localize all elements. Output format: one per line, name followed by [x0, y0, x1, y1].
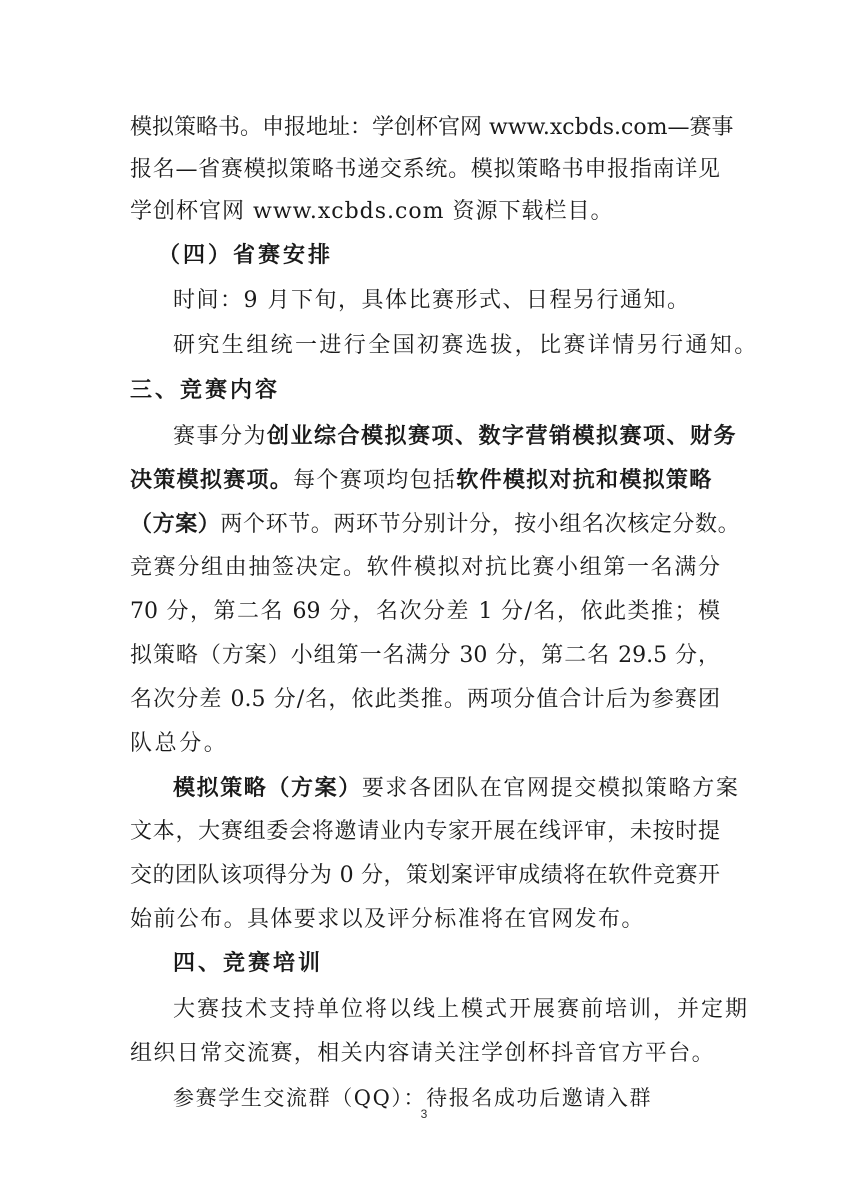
paragraph-line: 70 分，第二名 69 分，名次分差 1 分/名，依此类推；模 [130, 599, 720, 624]
section-heading: （四）省赛安排 [158, 243, 334, 268]
text-span: 赛事分为 [173, 424, 268, 449]
paragraph-line: 报名—省赛模拟策略书递交系统。模拟策略书申报指南详见 [130, 157, 720, 182]
bold-text-span: 软件模拟对抗和模拟策略 [456, 467, 713, 493]
paragraph-line: 拟策略（方案）小组第一名满分 30 分，第二名 29.5 分， [130, 643, 720, 668]
paragraph-line [173, 773, 740, 804]
paragraph-line: 交的团队该项得分为 0 分，策划案评审成绩将在软件竞赛开 [130, 863, 720, 888]
paragraph-line: 时间：9 月下旬，具体比赛形式、日程另行通知。 [173, 288, 691, 313]
paragraph-line: 参赛学生交流群（QQ）：待报名成功后邀请入群 [173, 1086, 653, 1110]
paragraph-line: 学创杯官网 www.xcbds.com 资源下载栏目。 [130, 199, 614, 224]
paragraph-line: 队总分。 [130, 731, 229, 756]
bold-text-span: 决策模拟赛项。 [130, 467, 294, 493]
page-number: 3 [420, 1107, 428, 1121]
bold-text-span: 创业综合模拟赛项、数字营销模拟赛项、财务 [267, 423, 738, 449]
paragraph-line: 模拟策略书。申报地址：学创杯官网 www.xcbds.com—赛事 [130, 115, 734, 140]
section-heading: 三、竞赛内容 [130, 378, 281, 403]
text-span: 要求各团队在官网提交模拟策略方案 [361, 776, 740, 801]
paragraph-line: 名次分差 0.5 分/名，依此类推。两项分值合计后为参赛团 [130, 687, 720, 712]
paragraph-line [130, 465, 720, 496]
text-span: 每个赛项均包括 [293, 468, 457, 493]
section-heading: 四、竞赛培训 [173, 951, 324, 976]
paragraph-line: 竞赛分组由抽签决定。软件模拟对抗比赛小组第一名满分 [130, 555, 720, 580]
paragraph-line: 文本，大赛组委会将邀请业内专家开展在线评审，未按时提 [130, 819, 720, 844]
paragraph-line [173, 421, 738, 452]
bold-text-span: 模拟策略（方案） [173, 775, 362, 801]
paragraph-line: 始前公布。具体要求以及评分标准将在官网发布。 [130, 907, 645, 932]
paragraph-line: 研究生组统一进行全国初赛选拔，比赛详情另行通知。 [173, 333, 759, 358]
paragraph-line: 大赛技术支持单位将以线上模式开展赛前培训，并定期 [173, 997, 750, 1022]
bold-text-span: （方案） [130, 511, 221, 537]
paragraph-line [130, 509, 741, 540]
text-span: 两个环节。两环节分别计分，按小组名次核定分数。 [220, 512, 741, 537]
paragraph-line: 组织日常交流赛，相关内容请关注学创杯抖音官方平台。 [130, 1041, 716, 1066]
